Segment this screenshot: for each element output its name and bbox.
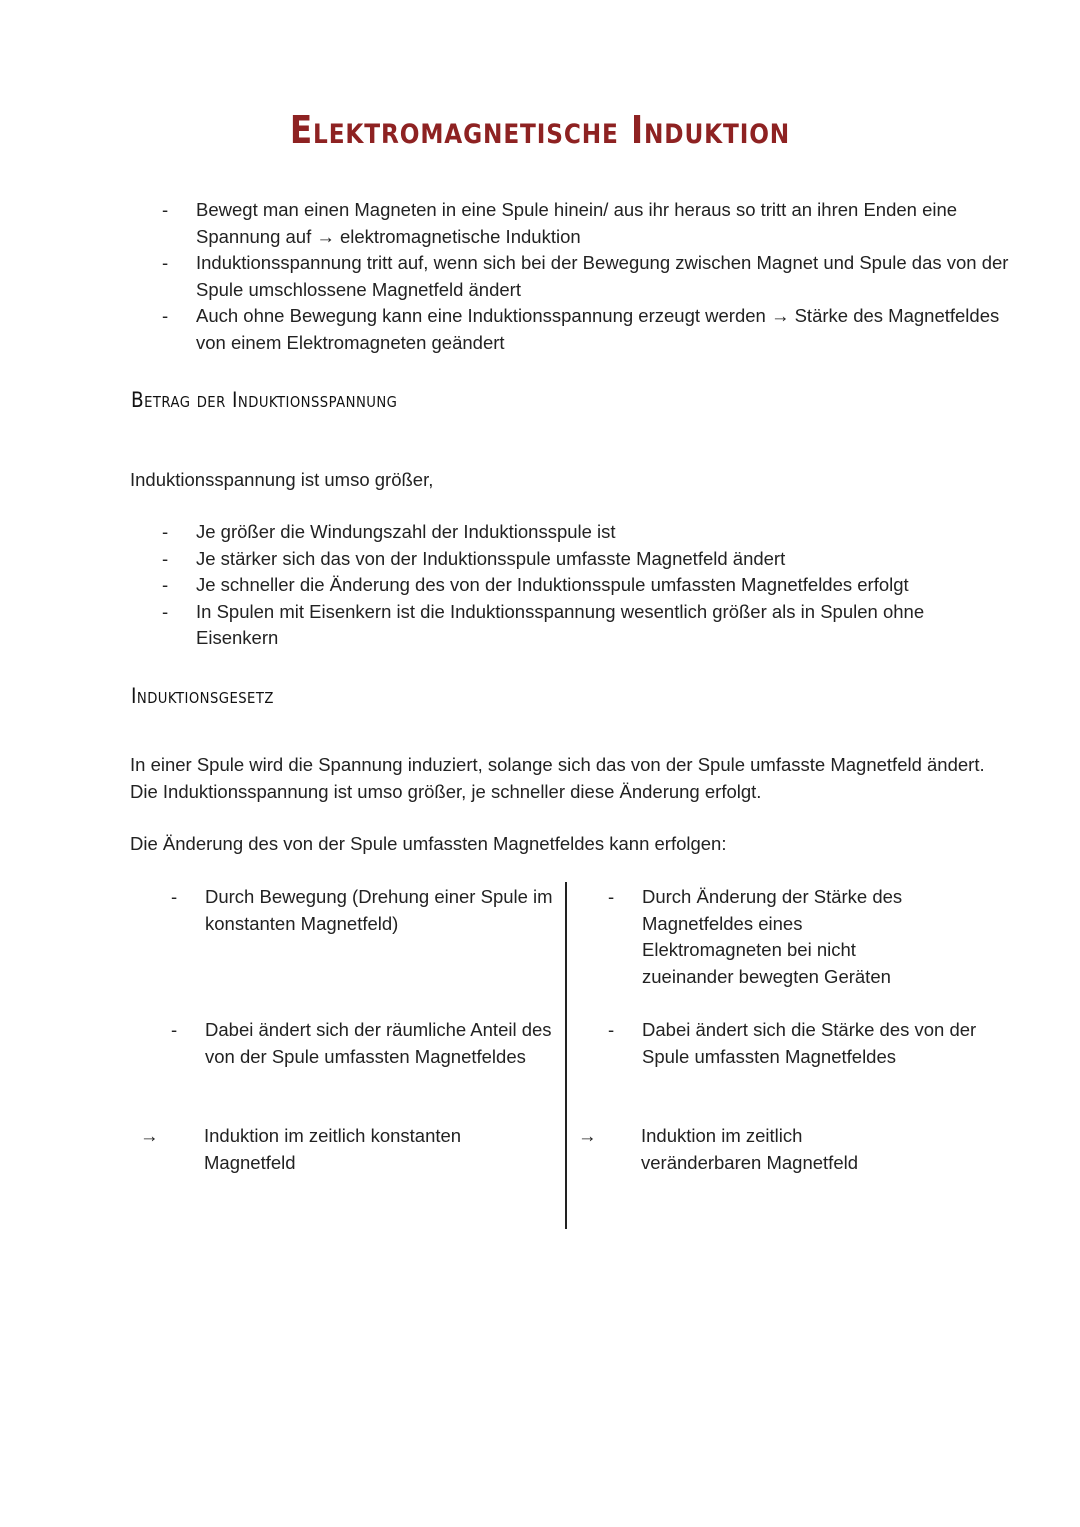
dash-marker: - [608,886,615,907]
arrow-icon: → [578,1125,597,1146]
list-item: - Auch ohne Bewegung kann eine Induktionsspannung erzeugt werden → Stärke des Magnetfeldes von einem Elektromagneten geändert [130,303,1010,356]
page-title: Elektromagnetische Induktion [289,108,791,152]
list-item: - Bewegt man einen Magneten in eine Spule hinein/ aus ihr heraus so tritt an ihren Enden eine Spannung auf → elektromagnetische Induktion [130,197,1010,250]
list-item: - Je größer die Windungszahl der Induktionsspule ist [130,519,1010,546]
section-heading-betrag: Betrag der Induktionsspannung [131,388,398,412]
left-item-1: Durch Bewegung (Drehung einer Spule im konstanten Magnetfeld) [205,886,553,934]
list-item: - Je stärker sich das von der Induktionsspule umfasste Magnetfeld ändert [130,546,1010,573]
list-item: - In Spulen mit Eisenkern ist die Induktionsspannung wesentlich größer als in Spulen ohne Eisenkern [130,599,1010,652]
left-item-2: Dabei ändert sich der räumliche Anteil des von der Spule umfassten Magnetfeldes [205,1019,552,1067]
intro-list [130,197,1010,356]
section2-paragraph: In einer Spule wird die Spannung induziert, solange sich das von der Spule umfasste Magnetfeld ändert. Die Induktionsspannung ist umso größer, je schneller diese Änderung erfolgt. [130,754,985,802]
arrow-icon: → [140,1125,159,1146]
section2-lead: Die Änderung des von der Spule umfassten Magnetfeldes kann erfolgen: [130,833,727,854]
dash-marker: - [171,886,178,907]
list-item: - Induktionsspannung tritt auf, wenn sich bei der Bewegung zwischen Magnet und Spule das von der Spule umschlossene Magnetfeld ändert [130,250,1010,303]
section-heading-induktionsgesetz: Induktionsgesetz [131,684,274,708]
left-result: Induktion im zeitlich konstanten Magnetfeld [204,1125,462,1173]
section1-list [130,519,1010,652]
right-result: Induktion im zeitlich veränderbaren Magnetfeld [641,1125,859,1173]
list-item: - Je schneller die Änderung des von der Induktionsspule umfassten Magnetfeldes erfolgt [130,572,1010,599]
section1-lead: Induktionsspannung ist umso größer, [130,469,434,490]
right-item-2: Dabei ändert sich die Stärke des von der Spule umfassten Magnetfeldes [642,1019,977,1067]
right-item-1: Durch Änderung der Stärke des Magnetfeldes eines Elektromagneten bei nicht zueinander bewegten Geräten [642,886,903,987]
column-divider [565,882,567,1229]
dash-marker: - [608,1019,615,1040]
dash-marker: - [171,1019,178,1040]
